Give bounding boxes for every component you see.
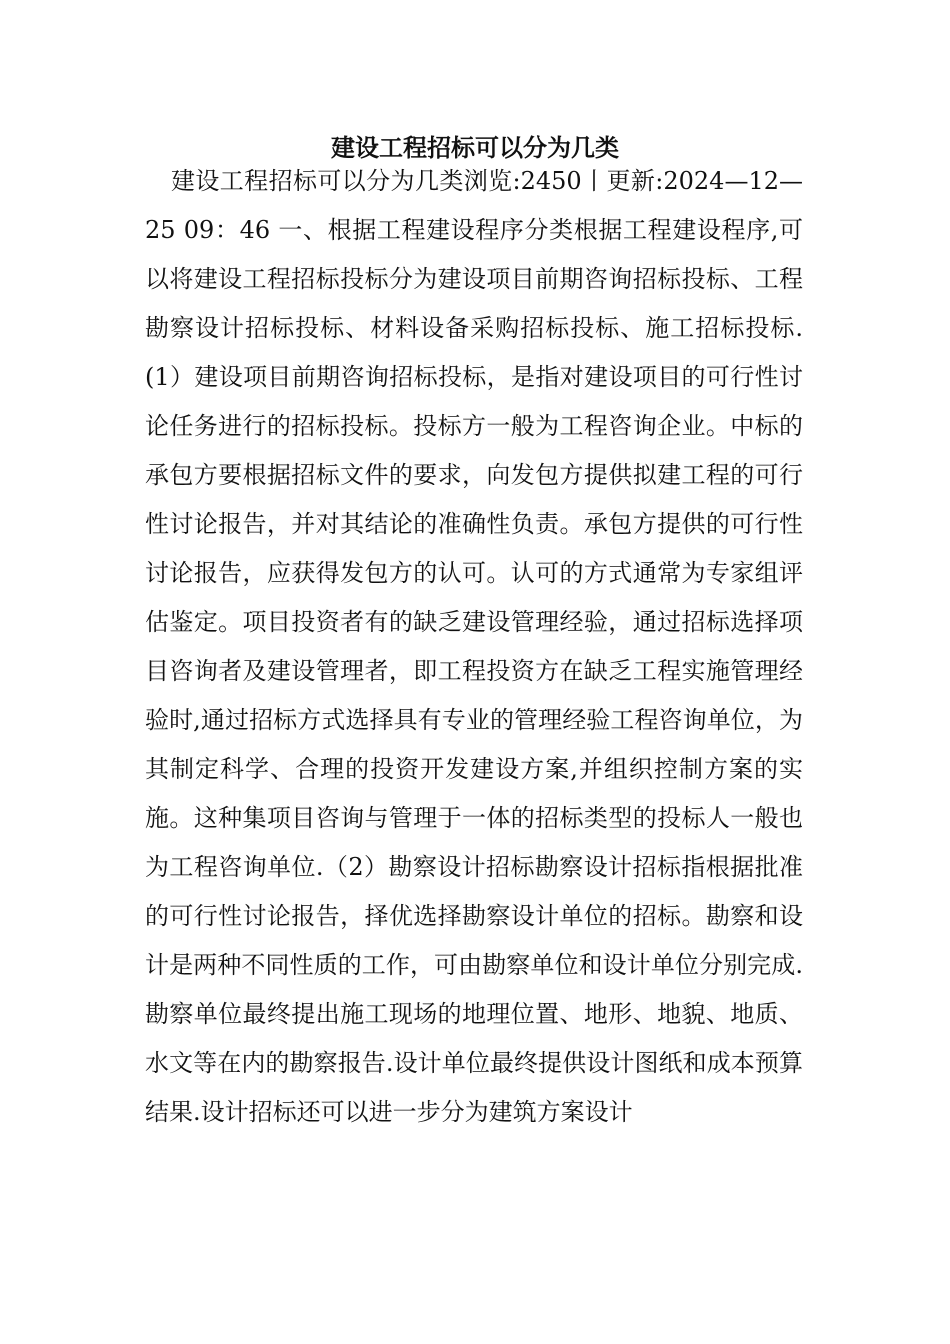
- document-title: 建设工程招标可以分为几类: [331, 133, 619, 162]
- document-body-paragraph: 建设工程招标可以分为几类浏览:2450丨更新:2024—12—25 09：46 一、根据工程建设程序分类根据工程建设程序,可以将建设工程招标投标分为建设项目前期咨询招标投标、工程勘察设计招标投标、材料设备采购招标投标、施工招标投标.(1）建设项目前期咨询招标投标，是指对建设项目的可行性讨论任务进行的招标投标。投标方一般为工程咨询企业。中标的承包方要根据招标文件的要求，向发包方提供拟建工程的可行性讨论报告，并对其结论的准确性负责。承包方提供的可行性讨论报告，应获得发包方的认可。认可的方式通常为专家组评估鉴定。项目投资者有的缺乏建设管理经验，通过招标选择项目咨询者及建设管理者，即工程投资方在缺乏工程实施管理经验时,通过招标方式选择具有专业的管理经验工程咨询单位，为其制定科学、合理的投资开发建设方案,并组织控制方案的实施。这种集项目咨询与管理于一体的招标类型的投标人一般也为工程咨询单位.（2）勘察设计招标勘察设计招标指根据批准的可行性讨论报告，择优选择勘察设计单位的招标。勘察和设计是两种不同性质的工作，可由勘察单位和设计单位分别完成.勘察单位最终提出施工现场的地理位置、地形、地貌、地质、水文等在内的勘察报告.设计单位最终提供设计图纸和成本预算结果.设计招标还可以进一步分为建筑方案设计: [145, 167, 803, 1126]
